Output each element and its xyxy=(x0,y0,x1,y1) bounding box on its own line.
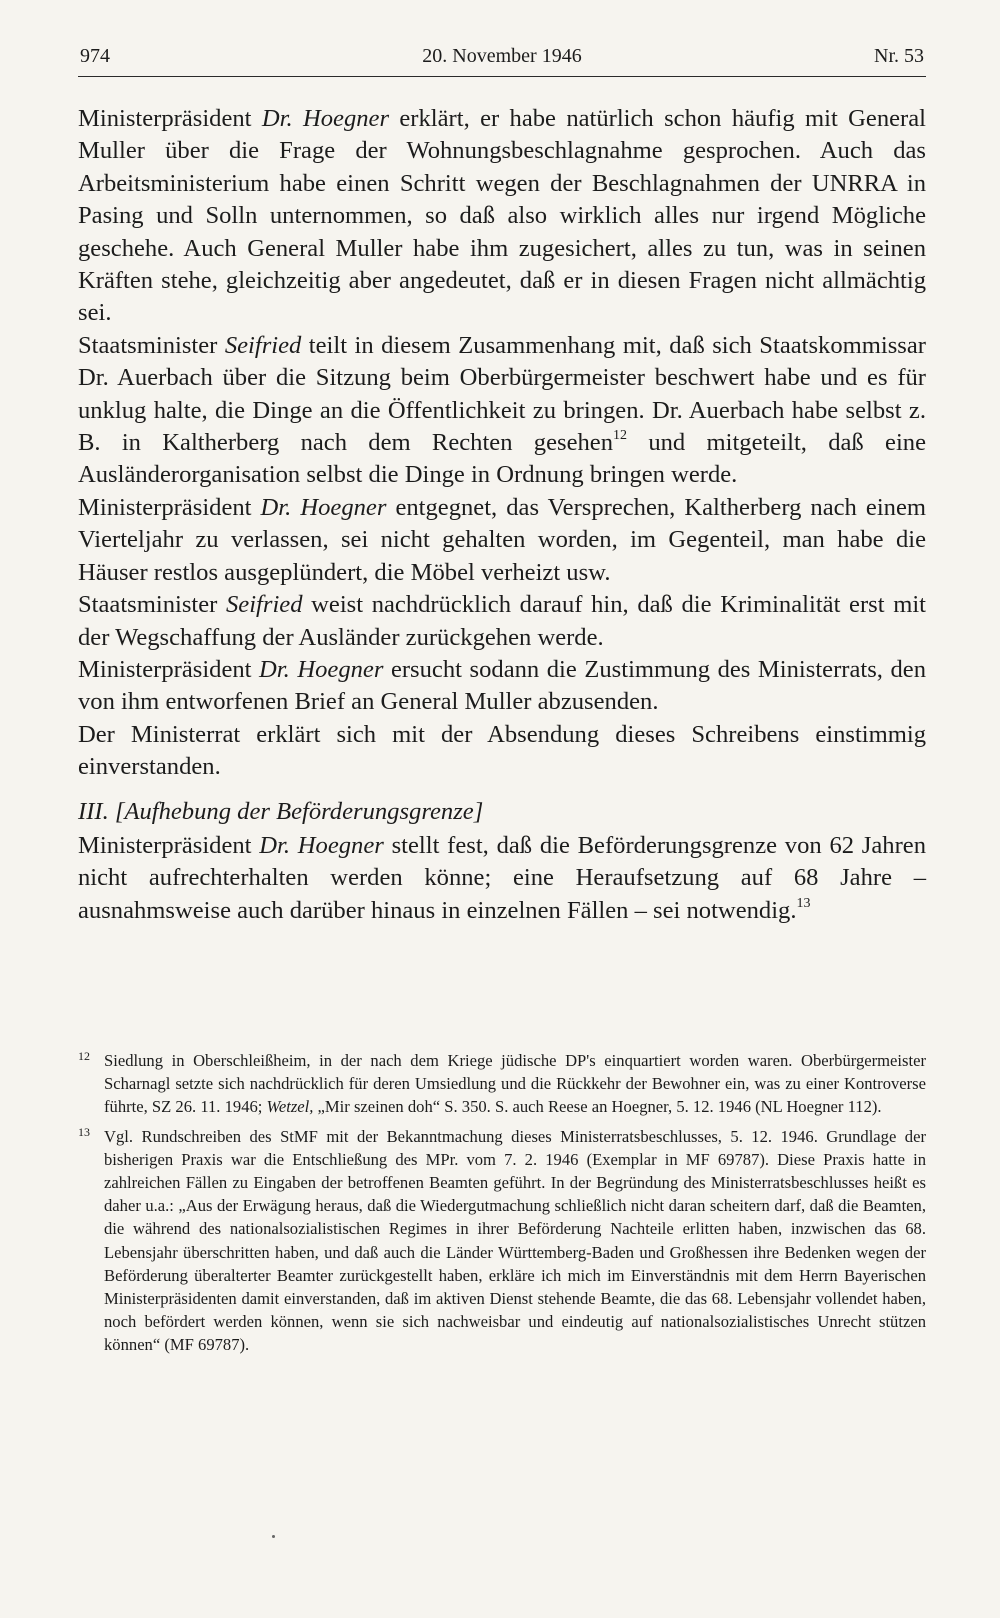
footnote-12 xyxy=(78,1049,926,1119)
section-heading xyxy=(78,796,926,828)
footnote-ref-12[interactable]: 12 xyxy=(613,427,628,443)
speaker-title: Staatsminister xyxy=(78,591,226,619)
paragraph-text: Der Ministerrat erklärt sich mit der Absendung dieses Schreibens einstimmig einverstanden. xyxy=(78,720,926,781)
paragraph-3 xyxy=(78,492,926,589)
footnote-ref-13[interactable]: 13 xyxy=(796,895,811,911)
footnote-number: 12 xyxy=(78,1049,90,1063)
paragraph-1 xyxy=(78,103,926,330)
speaker-title: Staatsminister xyxy=(78,331,225,359)
paragraph-text: stellt fest, daß die Beförderungsgrenze von 62 Jahren nicht aufrechterhalten werden könne; eine Heraufsetzung auf 68 Jahre – ausnahmsweise auch darüber hinaus in einzelnen Fällen – sei notwendig. xyxy=(78,831,926,924)
footnote-text: Vgl. Rundschreiben des StMF mit der Bekanntmachung dieses Ministerratsbeschlusses, 5. 12. 1946. Grundlage der bisherigen Praxis war die Entschließung des MPr. vom 7. 2. 1946 (Exemplar in MF 69787). Diese Praxis hatte in zahlreichen Fällen zu Eingaben der betroffenen Beamten geführt. In der Begründung des Ministerratsbeschlusses heißt es daher u.a.: „Aus der Erwägung heraus, daß die Wiedergutmachung schließlich nicht daran scheitern darf, daß die Beamten, die während des nationalsozialistischen Regimes in ihrer Beförderung Nachteile erlitten haben, inzwischen das 68. Lebensjahr überschritten haben, und daß auch die Länder Württemberg-Baden und Großhessen ihre Bedenken wegen der Beförderung überalterter Beamter zurückgestellt haben, erkläre ich mich im Einverständnis mit dem Herrn Bayerischen Ministerpräsidenten damit einverstanden, daß im aktiven Dienst stehende Beamte, die das 68. Lebensjahr vollendet haben, noch befördert werden können, wenn sie sich nachweisbar und eindeutig auf nationalsozialistisches Unrecht stützen können“ (MF 69787). xyxy=(104,1126,926,1355)
paragraph-text: entgegnet, das Versprechen, Kaltherberg nach einem Vierteljahr zu verlassen, sei nicht gehalten worden, im Gegenteil, man habe die Häuser restlos ausgeplündert, die Möbel verheizt usw. xyxy=(78,493,926,586)
page-speck xyxy=(272,1535,275,1538)
paragraph-text: weist nachdrücklich darauf hin, daß die Kriminalität erst mit der Wegschaffung der Ausländer zurückgehen werde. xyxy=(78,591,926,651)
speaker-title: Ministerpräsident xyxy=(78,655,260,683)
speaker-name: Dr. Hoegner xyxy=(260,493,387,521)
paragraph-5 xyxy=(78,654,926,719)
footnote-13 xyxy=(78,1125,926,1357)
footnote-author: Wetzel, xyxy=(266,1097,314,1117)
page-number: 974 xyxy=(80,45,110,67)
paragraph-text: erklärt, er habe natürlich schon häufig mit General Muller über die Frage der Wohnungsbeschlagnahme gesprochen. Auch das Arbeitsministerium habe einen Schritt wegen der Beschlagnahmen der UNRRA in Pasing und Solln unternommen, so daß also wirklich alles nur irgend Mögliche geschehe. Auch General Muller habe ihm zugesichert, alles zu tun, was in seinen Kräften stehe, gleichzeitig aber angedeutet, daß er in diesen Fragen nicht allmächtig sei. xyxy=(78,105,926,327)
footnote-text: „Mir szeinen doh“ S. 350. S. auch Reese an Hoegner, 5. 12. 1946 (NL Hoegner 112). xyxy=(313,1097,882,1117)
section-number: III. xyxy=(78,797,109,825)
speaker-title: Ministerpräsident xyxy=(78,493,261,521)
paragraph-2 xyxy=(78,330,926,492)
speaker-name: Dr. Hoegner xyxy=(259,655,384,683)
speaker-title: Ministerpräsident xyxy=(78,105,262,132)
paragraph-text: und mitgeteilt, daß eine Ausländerorganisation selbst die Dinge in Ordnung bringen werde. xyxy=(78,429,926,489)
speaker-name: Dr. Hoegner xyxy=(261,105,390,132)
speaker-name: Seifried xyxy=(224,331,302,359)
speaker-title: Ministerpräsident xyxy=(78,831,260,859)
running-header xyxy=(78,40,926,77)
footnotes xyxy=(78,1049,926,1363)
speaker-name: Seifried xyxy=(226,591,303,619)
speaker-name: Dr. Hoegner xyxy=(259,831,384,859)
paragraph-text: teilt in diesem Zusammenhang mit, daß sich Staatskommissar Dr. Auerbach über die Sitzung beim Oberbürgermeister beschwert habe und es für unklug halte, die Dinge an die Öffentlichkeit zu bringen. Dr. Auerbach habe selbst z. B. in Kaltherberg nach dem Rechten gesehen xyxy=(78,331,926,457)
footnote-text: Siedlung in Oberschleißheim, in der nach dem Kriege jüdische DP's einquartiert worden waren. Oberbürgermeister Scharnagl setzte sich nachdrücklich für deren Umsiedlung und die Rückkehr der Bewohner ein, was zu einer Kontroverse führte, SZ 26. 11. 1946; xyxy=(104,1051,926,1117)
main-text xyxy=(78,103,926,927)
paragraph-7 xyxy=(78,830,926,927)
section-title: [Aufhebung der Beförderungsgrenze] xyxy=(114,797,484,825)
paragraph-6 xyxy=(78,719,926,784)
header-date: 20. November 1946 xyxy=(422,45,582,67)
footnote-number: 13 xyxy=(78,1124,90,1139)
paragraph-4 xyxy=(78,589,926,654)
paragraph-text: ersucht sodann die Zustimmung des Ministerrats, den von ihm entworfenen Brief an General Muller abzusenden. xyxy=(78,655,926,716)
issue-number: Nr. 53 xyxy=(874,45,924,67)
